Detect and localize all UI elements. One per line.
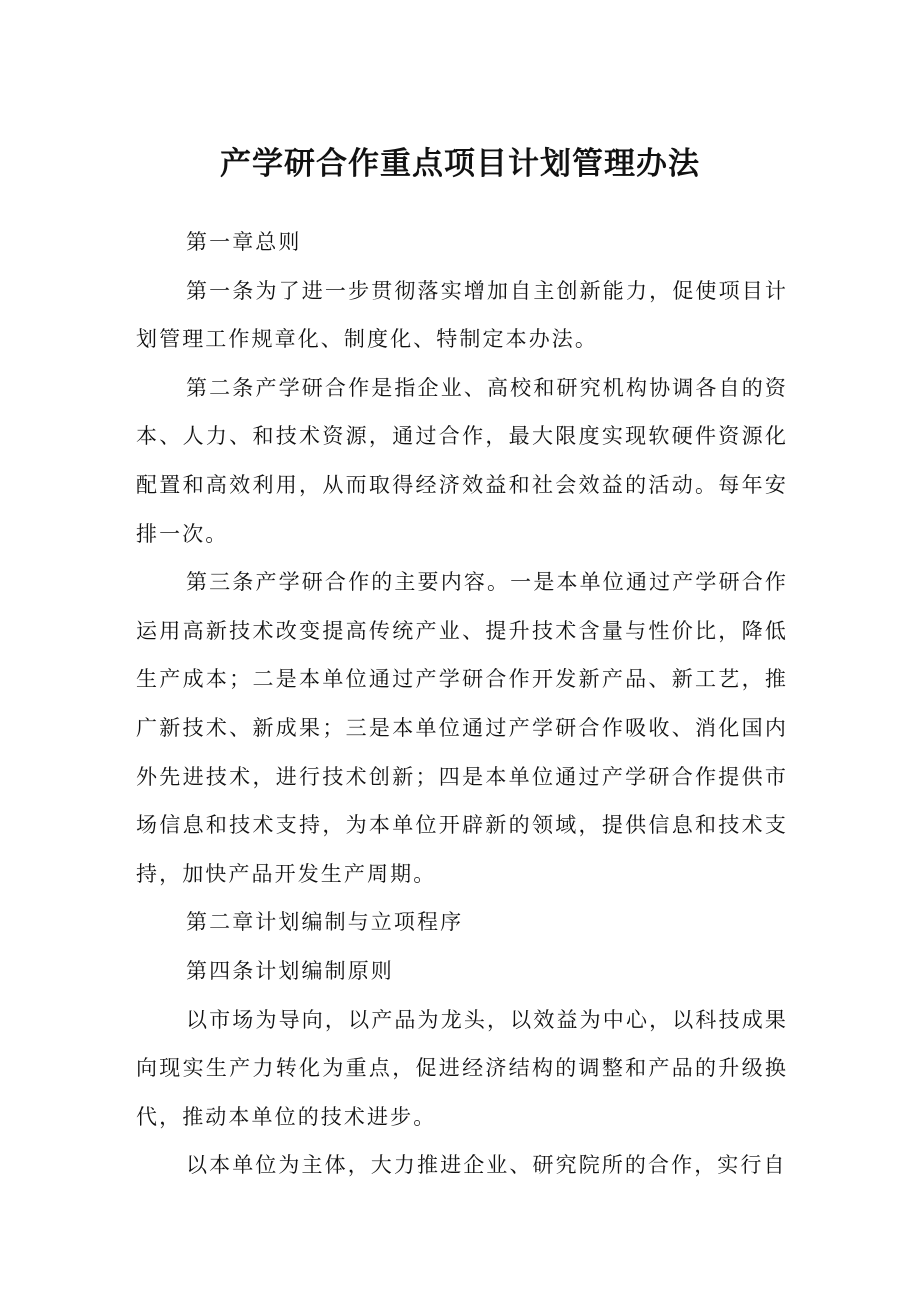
- article-paragraph: 第三条产学研合作的主要内容。一是本单位通过产学研合作运用高新技术改变提高传统产业、提升技术含量与性价比，降低生产成本；二是本单位通过产学研合作开发新产品、新工艺，推广新技术、新成果；三是本单位通过产学研合作吸收、消化国内外先进技术，进行技术创新；四是本单位通过产学研合作提供市场信息和技术支持，为本单位开辟新的领域，提供信息和技术支持，加快产品开发生产周期。: [136, 570, 788, 886]
- body-paragraph: 以市场为导向，以产品为龙头，以效益为中心，以科技成果向现实生产力转化为重点，促进经济结构的调整和产品的升级换代，推动本单位的技术进步。: [136, 1007, 788, 1129]
- article-paragraph: 第二条产学研合作是指企业、高校和研究机构协调各自的资本、人力、和技术资源，通过合作，最大限度实现软硬件资源化配置和高效利用，从而取得经济效益和社会效益的活动。每年安排一次。: [136, 375, 788, 546]
- document-body: [136, 218, 788, 1190]
- article-paragraph: 第一条为了进一步贯彻落实增加自主创新能力，促使项目计划管理工作规章化、制度化、特制定本办法。: [136, 278, 788, 352]
- chapter-heading: 第一章总则: [186, 230, 302, 254]
- body-paragraph: 以本单位为主体，大力推进企业、研究院所的合作，实行自: [186, 1153, 787, 1178]
- chapter-heading: 第二章计划编制与立项程序: [186, 910, 464, 935]
- document-title: 产学研合作重点项目计划管理办法: [220, 146, 700, 182]
- article-heading: 第四条计划编制原则: [186, 958, 394, 983]
